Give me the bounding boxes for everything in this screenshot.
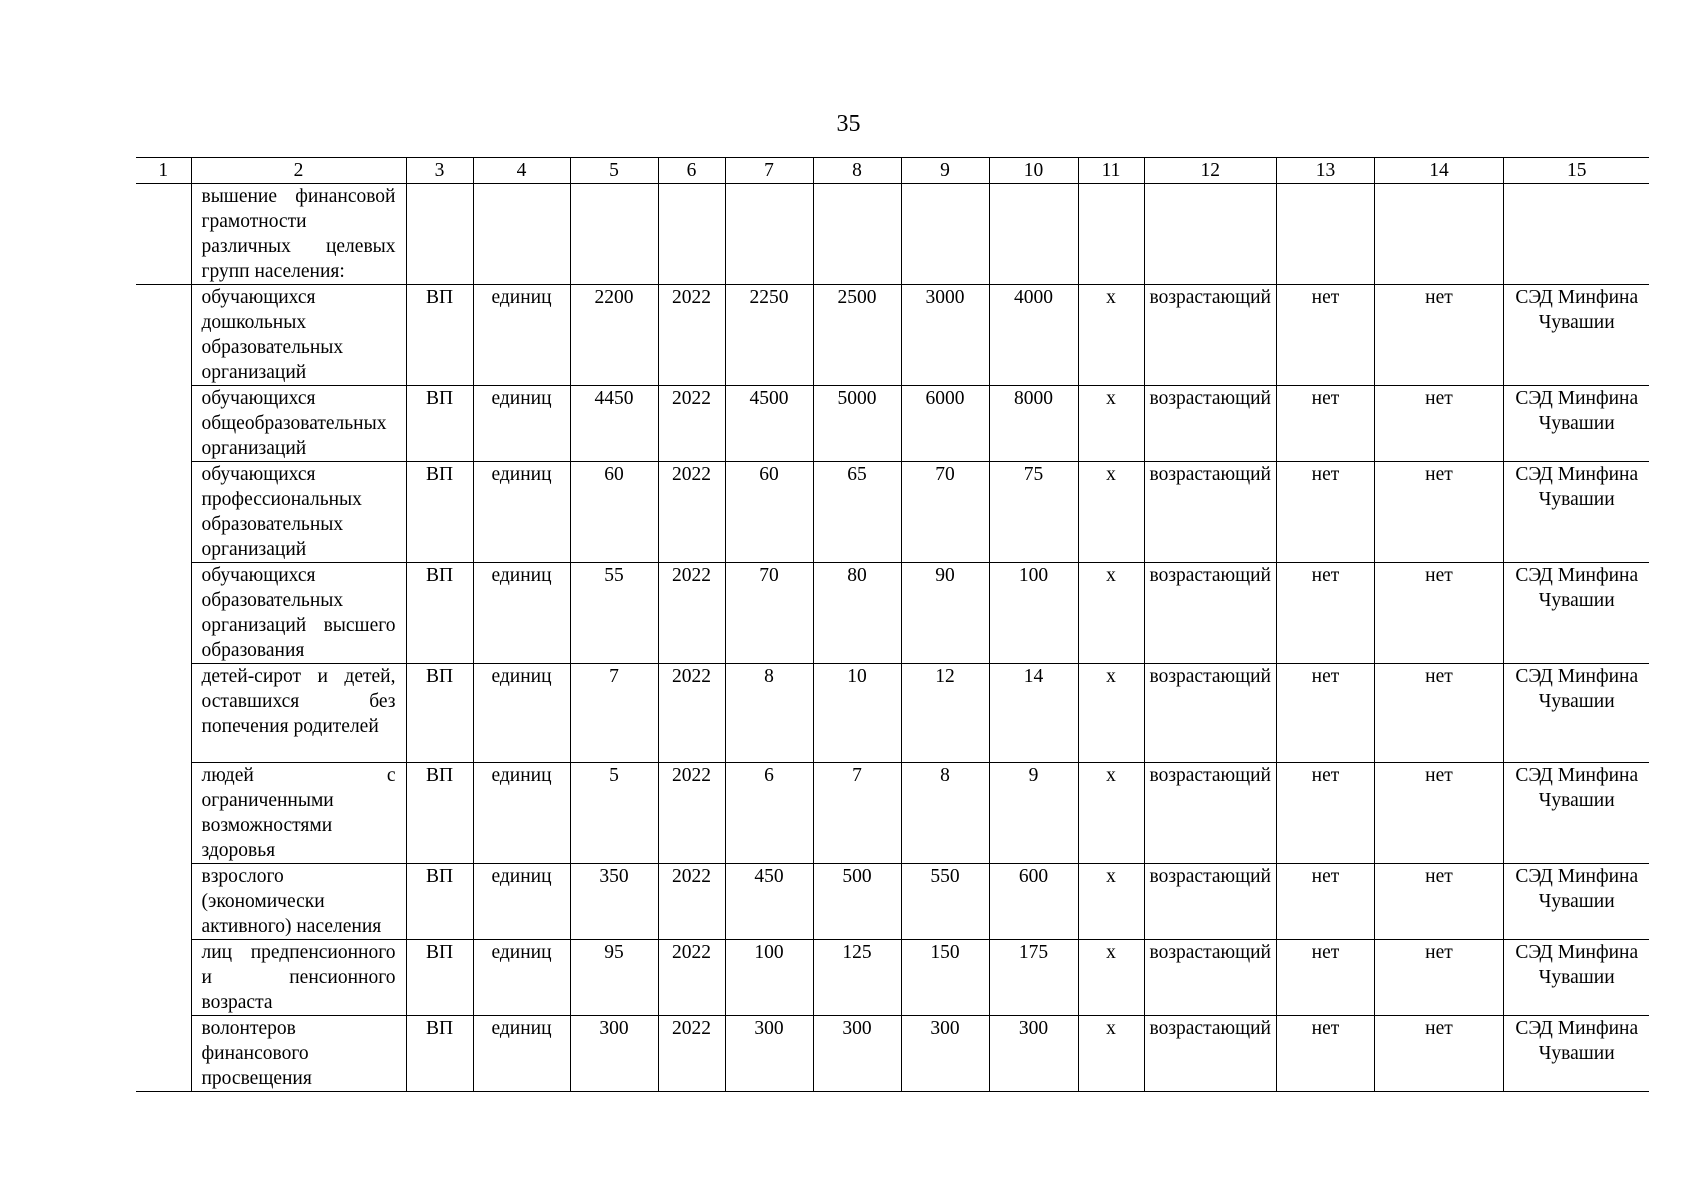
indicators-table xyxy=(136,157,1649,1092)
base-value: 4450 xyxy=(570,386,658,462)
table-row xyxy=(136,940,1649,1016)
indicator-name: обучающихся образовательных организаций высшего образования xyxy=(191,563,406,664)
value-col-10: 100 xyxy=(989,563,1078,664)
indicator-name: волонтеров финансового просвещения xyxy=(191,1016,406,1092)
table-cell xyxy=(136,462,191,563)
value-col-14: нет xyxy=(1374,563,1503,664)
column-number: 14 xyxy=(1374,158,1503,184)
dynamics-cell: возрастающий xyxy=(1144,763,1276,864)
value-col-10: 175 xyxy=(989,940,1078,1016)
value-col-10: 300 xyxy=(989,1016,1078,1092)
table-row xyxy=(136,285,1649,386)
column-number: 13 xyxy=(1276,158,1374,184)
header-text-cell: вышение финансовой грамотности различных целевых групп населения: xyxy=(191,184,406,285)
table-row xyxy=(136,462,1649,563)
value-col-10: 75 xyxy=(989,462,1078,563)
indicator-unit: единиц xyxy=(473,462,570,563)
indicator-name: взрослого (экономически активного) населения xyxy=(191,864,406,940)
value-col-7: 300 xyxy=(725,1016,813,1092)
base-year: 2022 xyxy=(658,763,725,864)
base-year: 2022 xyxy=(658,864,725,940)
page-number: 35 xyxy=(836,111,861,137)
value-col-10: 8000 xyxy=(989,386,1078,462)
value-col-8: 2500 xyxy=(813,285,901,386)
table-row xyxy=(136,563,1649,664)
table-header-text-row xyxy=(136,184,1649,285)
source-cell: СЭД Минфина Чувашии xyxy=(1503,462,1649,563)
value-col-11: х xyxy=(1078,386,1144,462)
source-cell: СЭД Минфина Чувашии xyxy=(1503,1016,1649,1092)
value-col-9: 550 xyxy=(901,864,989,940)
indicator-type: ВП xyxy=(406,462,473,563)
column-number-row xyxy=(136,158,1649,184)
column-number: 3 xyxy=(406,158,473,184)
value-col-8: 125 xyxy=(813,940,901,1016)
value-col-14: нет xyxy=(1374,864,1503,940)
value-col-8: 80 xyxy=(813,563,901,664)
source-cell: СЭД Минфина Чувашии xyxy=(1503,563,1649,664)
table-cell xyxy=(813,184,901,285)
dynamics-cell: возрастающий xyxy=(1144,285,1276,386)
dynamics-cell: возрастающий xyxy=(1144,1016,1276,1092)
value-col-14: нет xyxy=(1374,664,1503,763)
value-col-7: 6 xyxy=(725,763,813,864)
value-col-13: нет xyxy=(1276,864,1374,940)
value-col-9: 70 xyxy=(901,462,989,563)
base-value: 350 xyxy=(570,864,658,940)
table-cell xyxy=(136,386,191,462)
source-cell: СЭД Минфина Чувашии xyxy=(1503,285,1649,386)
value-col-13: нет xyxy=(1276,664,1374,763)
value-col-9: 6000 xyxy=(901,386,989,462)
indicator-type: ВП xyxy=(406,386,473,462)
table-row xyxy=(136,386,1649,462)
value-col-11: х xyxy=(1078,664,1144,763)
indicator-name: обучающихся дошкольных образовательных организаций xyxy=(191,285,406,386)
table-cell xyxy=(473,184,570,285)
table-row xyxy=(136,664,1649,763)
base-year: 2022 xyxy=(658,664,725,763)
base-value: 95 xyxy=(570,940,658,1016)
indicator-unit: единиц xyxy=(473,285,570,386)
table-cell xyxy=(1144,184,1276,285)
base-year: 2022 xyxy=(658,563,725,664)
base-value: 2200 xyxy=(570,285,658,386)
value-col-13: нет xyxy=(1276,462,1374,563)
value-col-9: 12 xyxy=(901,664,989,763)
table-cell xyxy=(658,184,725,285)
value-col-9: 3000 xyxy=(901,285,989,386)
value-col-11: х xyxy=(1078,940,1144,1016)
indicator-type: ВП xyxy=(406,563,473,664)
base-year: 2022 xyxy=(658,940,725,1016)
base-value: 60 xyxy=(570,462,658,563)
table-cell xyxy=(570,184,658,285)
base-year: 2022 xyxy=(658,1016,725,1092)
value-col-9: 90 xyxy=(901,563,989,664)
indicator-unit: единиц xyxy=(473,664,570,763)
value-col-8: 5000 xyxy=(813,386,901,462)
indicator-name: обучающихся профессиональных образовательных организаций xyxy=(191,462,406,563)
indicator-name: детей-сирот и детей, оставшихся без попечения родителей xyxy=(191,664,406,763)
table-cell xyxy=(136,940,191,1016)
table-row xyxy=(136,763,1649,864)
source-cell: СЭД Минфина Чувашии xyxy=(1503,864,1649,940)
indicator-unit: единиц xyxy=(473,386,570,462)
source-cell: СЭД Минфина Чувашии xyxy=(1503,664,1649,763)
table-cell xyxy=(1374,184,1503,285)
table-cell xyxy=(136,285,191,386)
value-col-13: нет xyxy=(1276,386,1374,462)
source-cell: СЭД Минфина Чувашии xyxy=(1503,386,1649,462)
indicator-type: ВП xyxy=(406,940,473,1016)
value-col-7: 100 xyxy=(725,940,813,1016)
column-number: 9 xyxy=(901,158,989,184)
value-col-7: 4500 xyxy=(725,386,813,462)
value-col-14: нет xyxy=(1374,285,1503,386)
dynamics-cell: возрастающий xyxy=(1144,864,1276,940)
dynamics-cell: возрастающий xyxy=(1144,563,1276,664)
value-col-14: нет xyxy=(1374,462,1503,563)
table-cell xyxy=(725,184,813,285)
indicator-unit: единиц xyxy=(473,864,570,940)
indicator-type: ВП xyxy=(406,664,473,763)
column-number: 2 xyxy=(191,158,406,184)
column-number: 8 xyxy=(813,158,901,184)
column-number: 7 xyxy=(725,158,813,184)
table-cell xyxy=(901,184,989,285)
value-col-10: 600 xyxy=(989,864,1078,940)
column-number: 5 xyxy=(570,158,658,184)
base-year: 2022 xyxy=(658,386,725,462)
value-col-14: нет xyxy=(1374,763,1503,864)
value-col-13: нет xyxy=(1276,1016,1374,1092)
base-year: 2022 xyxy=(658,462,725,563)
base-value: 55 xyxy=(570,563,658,664)
indicator-type: ВП xyxy=(406,1016,473,1092)
value-col-11: х xyxy=(1078,763,1144,864)
dynamics-cell: возрастающий xyxy=(1144,462,1276,563)
indicator-type: ВП xyxy=(406,864,473,940)
indicator-type: ВП xyxy=(406,285,473,386)
indicator-name: обучающихся общеобразовательных организаций xyxy=(191,386,406,462)
value-col-10: 14 xyxy=(989,664,1078,763)
table-cell xyxy=(1276,184,1374,285)
indicator-type: ВП xyxy=(406,763,473,864)
column-number: 11 xyxy=(1078,158,1144,184)
table-cell xyxy=(136,864,191,940)
value-col-11: х xyxy=(1078,462,1144,563)
column-number: 4 xyxy=(473,158,570,184)
value-col-7: 60 xyxy=(725,462,813,563)
value-col-8: 65 xyxy=(813,462,901,563)
value-col-13: нет xyxy=(1276,940,1374,1016)
value-col-13: нет xyxy=(1276,285,1374,386)
dynamics-cell: возрастающий xyxy=(1144,940,1276,1016)
indicator-unit: единиц xyxy=(473,563,570,664)
source-cell: СЭД Минфина Чувашии xyxy=(1503,763,1649,864)
value-col-9: 150 xyxy=(901,940,989,1016)
base-year: 2022 xyxy=(658,285,725,386)
dynamics-cell: возрастающий xyxy=(1144,664,1276,763)
value-col-9: 300 xyxy=(901,1016,989,1092)
table-row xyxy=(136,864,1649,940)
column-number: 12 xyxy=(1144,158,1276,184)
table-cell xyxy=(1078,184,1144,285)
table-cell xyxy=(1503,184,1649,285)
value-col-7: 2250 xyxy=(725,285,813,386)
value-col-14: нет xyxy=(1374,940,1503,1016)
table-cell xyxy=(136,563,191,664)
base-value: 5 xyxy=(570,763,658,864)
value-col-11: х xyxy=(1078,864,1144,940)
value-col-8: 7 xyxy=(813,763,901,864)
value-col-14: нет xyxy=(1374,386,1503,462)
indicator-unit: единиц xyxy=(473,1016,570,1092)
column-number: 15 xyxy=(1503,158,1649,184)
base-value: 7 xyxy=(570,664,658,763)
indicator-unit: единиц xyxy=(473,763,570,864)
table-cell xyxy=(136,184,191,285)
table-row xyxy=(136,1016,1649,1092)
dynamics-cell: возрастающий xyxy=(1144,386,1276,462)
value-col-8: 300 xyxy=(813,1016,901,1092)
base-value: 300 xyxy=(570,1016,658,1092)
column-number: 1 xyxy=(136,158,191,184)
value-col-7: 450 xyxy=(725,864,813,940)
table-cell xyxy=(406,184,473,285)
value-col-8: 10 xyxy=(813,664,901,763)
table-cell xyxy=(136,763,191,864)
value-col-7: 8 xyxy=(725,664,813,763)
table-cell xyxy=(989,184,1078,285)
table-cell xyxy=(136,1016,191,1092)
value-col-7: 70 xyxy=(725,563,813,664)
source-cell: СЭД Минфина Чувашии xyxy=(1503,940,1649,1016)
value-col-14: нет xyxy=(1374,1016,1503,1092)
value-col-13: нет xyxy=(1276,763,1374,864)
value-col-11: х xyxy=(1078,1016,1144,1092)
value-col-13: нет xyxy=(1276,563,1374,664)
value-col-10: 9 xyxy=(989,763,1078,864)
value-col-11: х xyxy=(1078,285,1144,386)
column-number: 10 xyxy=(989,158,1078,184)
value-col-10: 4000 xyxy=(989,285,1078,386)
indicator-name: лиц предпенсионного и пенсионного возраста xyxy=(191,940,406,1016)
value-col-9: 8 xyxy=(901,763,989,864)
indicator-name: людей с ограниченными возможностями здоровья xyxy=(191,763,406,864)
column-number: 6 xyxy=(658,158,725,184)
value-col-8: 500 xyxy=(813,864,901,940)
table-cell xyxy=(136,664,191,763)
value-col-11: х xyxy=(1078,563,1144,664)
indicator-unit: единиц xyxy=(473,940,570,1016)
